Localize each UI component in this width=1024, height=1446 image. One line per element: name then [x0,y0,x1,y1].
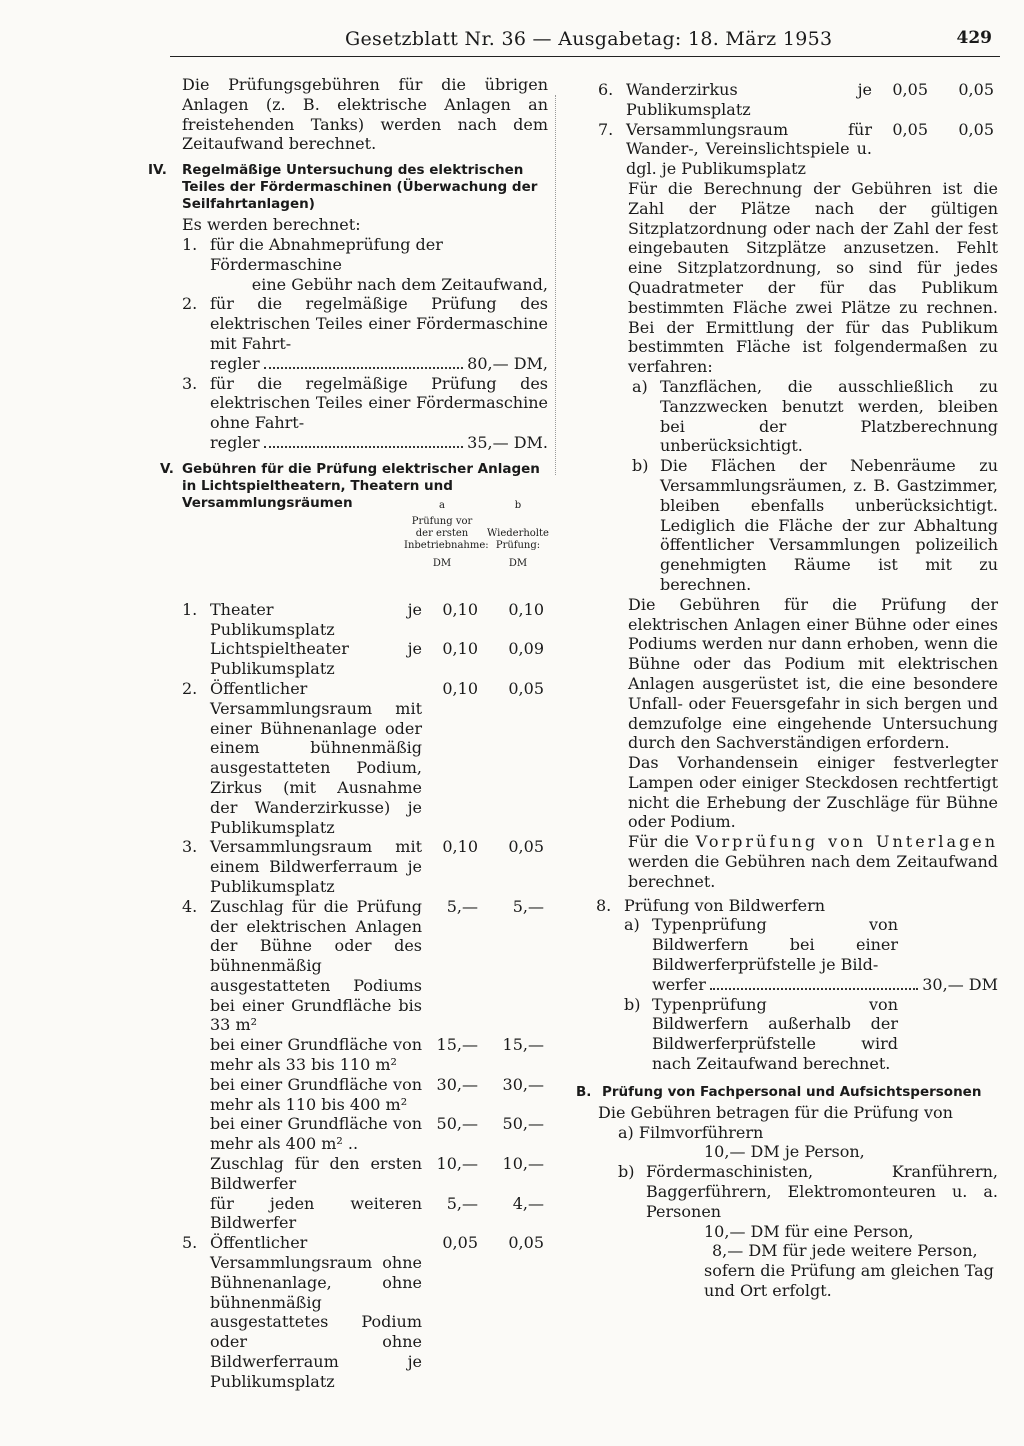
section-b-number: B. [576,1083,592,1100]
fee-a-cell: 15,— [436,1035,478,1055]
column-b-header: b Wiederholte Prüfung: DM [487,499,549,569]
fee-b-cell: 50,— [502,1114,544,1134]
paragraph-stage-fees: Die Gebühren für die Prüfung der elektrischen Anlagen einer Bühne oder eines Podiums werden nur dann erhoben, wenn die Bühne oder das Podium mit elektrischen Anlagen ausgerüstet ist, die eine besondere Unfall- oder Feuersgefahr in sich bergen und demzufolge eine eingehende Untersuchung durch den Sachverständigen erfordern. [628,594,998,753]
fee-b-cell: 5,— [512,896,544,916]
row-description: Öffentlicher Versammlungsraum mit einer Bühnenanlage oder einem bühnenmäßig ausgestatteten Podium, Zirkus (mit Ausnahme der Wanderzirkusse) je Publikumsplatz [210,678,422,837]
fee-a-cell: 0,10 [442,639,478,659]
left-column [148,75,549,1392]
list-item: b) Fördermaschinisten, Kranführern, Baggerführern, Elektromonteuren u. a. Personen [618,1162,998,1221]
section-iv-title: Regelmäßige Untersuchung des elektrischen Teiles der Fördermaschinen (Überwachung der Seilfahrtanlagen) [182,162,538,213]
list-item: b) Die Flächen der Nebenräume zu Versammlungsräumen, z. B. Gastzimmer, bleiben ebenfalls unberücksichtigt. Lediglich die Fläche der zur Abhaltung öffentlicher Versammlungen polizeilich genehmigten Räume ist mit zu berechnen. [632,456,998,594]
row-description: für jeden weiteren Bildwerfer [210,1193,422,1233]
fee-a-cell: 0,10 [442,678,478,698]
fee-a-cell: 5,— [446,1193,478,1213]
paragraph-preliminary-check: Für die Vorprüfung von Unterlagen werden die Gebühren nach dem Zeitaufwand berechnet. [628,832,998,891]
fee-b-cell: 0,05 [958,119,994,139]
fee-a-cell: 50,— [436,1114,478,1134]
table-row: 5. Öffentlicher Versammlungsraum ohne Bühnenanlage, ohne bühnenmäßig ausgestattetes Podium oder ohne Bildwerferraum je Publikumsplatz 0,05 0,05 [182,1233,548,1391]
section-b-heading [576,1084,998,1101]
row-description: bei einer Grundfläche von mehr als 400 m² .. [210,1114,422,1154]
right-column [576,80,998,1301]
column-divider [555,95,556,475]
fee-column-headers [182,499,549,600]
section-iv-number: IV. [148,162,167,179]
fee-a-cell: 0,05 [892,119,928,139]
page-header [170,22,1000,57]
section-v-title: Gebühren für die Prüfung elektrischer Anlagen in Lichtspieltheatern, Theatern und Versammlungsräumen [182,460,540,511]
page-number: 429 [956,28,992,48]
row-description: Versammlungsraum mit einem Bildwerferraum je Publikumsplatz [210,837,422,896]
row-description: Öffentlicher Versammlungsraum ohne Bühnenanlage, ohne bühnenmäßig ausgestattetes Podium oder ohne Bildwerferraum je Publikumsplatz [210,1233,422,1391]
fee-a-cell: 30,— [436,1074,478,1094]
table-row: 3. Versammlungsraum mit einem Bildwerferraum je Publikumsplatz 0,10 0,05 [182,837,548,896]
table-row [182,1114,548,1154]
section-iv-lead: Es werden berechnet: [182,215,361,235]
section-iv-heading [148,162,548,213]
fee-b-cell: 10,— [502,1154,544,1174]
row-description: bei einer Grundfläche von mehr als 33 bis 110 m² [210,1035,422,1075]
list-item: 1. für die Abnahmeprüfung der Fördermaschine eine Gebühr nach dem Zeitaufwand, [182,234,548,294]
list-item: 8. Prüfung von Bildwerfern a) Typenprüfung von Bildwerfern bei einer Bildwerferprüfstelle je Bild- werfer 30,— DM b) Typenprüfung von Bildwerfern außerhalb der Bildwerferprüfstelle wird nach Zeitaufwand berechnet. [596,895,998,1074]
fee-b-cell: 0,05 [508,1233,544,1253]
row-description: Wanderzirkus je Publikumsplatz [626,80,872,119]
list-item: a) Tanzflächen, die ausschließlich zu Tanzzwecken benutzt werden, bleiben bei der Platzberechnung unberücksichtigt. [632,376,998,456]
table-row [182,1154,548,1194]
fee-table-continued [598,80,998,179]
fee-b-cell: 30,— [502,1074,544,1094]
paragraph-seat-calculation: Für die Berechnung der Gebühren ist die Zahl der Plätze nach der gültigen Sitzplatzordnung oder nach der Zahl der fest eingebauten Sitzplätze anzusetzen. Fehlt eine Sitzplatzordnung, so sind für jedes Quadratmeter der für das Publikum bestimmten Fläche zwei Plätze zu rechnen. Bei der Ermittlung der für das Publikum bestimmten Fläche ist folgendermaßen zu verfahren: [628,178,998,377]
table-row [182,639,548,679]
table-row [182,1194,548,1234]
fee-b-cell: 0,05 [508,837,544,857]
fee-b-cell: 4,— [512,1193,544,1213]
row-description: Zuschlag für die Prüfung der elektrischen Anlagen der Bühne oder des bühnenmäßig ausgestatteten Podiums bei einer Grundfläche bis 33 m² [210,896,422,1035]
fee-a-cell: 0,05 [892,80,928,99]
row-description: Zuschlag für den ersten Bildwerfer [210,1154,422,1193]
fee-b-cell: 15,— [502,1035,544,1055]
list-item: b) Typenprüfung von Bildwerfern außerhalb der Bildwerferprüfstelle wird nach Zeitaufwand berechnet. [624,994,898,1074]
row-description: Lichtspieltheater je Publikumsplatz [210,639,422,679]
table-row: 4. Zuschlag für die Prüfung der elektrischen Anlagen der Bühne oder des bühnenmäßig ausgestatteten Podiums bei einer Grundfläche bis 33 m² 5,— 5,— [182,897,548,1036]
fee-a-cell: 5,— [446,896,478,916]
table-row: 6. Wanderzirkus je Publikumsplatz 0,05 0,05 [598,80,998,120]
column-a-header: a Prüfung vor der ersten Inbetriebnahme: DM [404,499,489,569]
list-item: 2. für die regelmäßige Prüfung des elektrischen Teiles einer Fördermaschine mit Fahrt- regler 80,— DM, [182,294,548,373]
row-description: bei einer Grundfläche von mehr als 110 bis 400 m² [210,1074,422,1114]
fee-table [182,600,548,1392]
fee-a-cell: 0,10 [442,837,478,857]
fee-b-cell: 0,10 [508,599,544,619]
table-row: 1. Theater je Publikumsplatz 0,10 0,10 [182,600,548,640]
table-row [182,1075,548,1115]
row-description: Versammlungsraum für Wander-, Vereinslichtspiele u. dgl. je Publikumsplatz [626,119,872,179]
section-v-number: V. [160,460,174,477]
section-b-title: Prüfung von Fachpersonal und Aufsichtspersonen [602,1083,982,1100]
table-row: 7. Versammlungsraum für Wander-, Vereinslichtspiele u. dgl. je Publikumsplatz 0,05 0,05 [598,120,998,179]
fee-a-cell: 10,— [436,1154,478,1174]
table-row: 2. Öffentlicher Versammlungsraum mit einer Bühnenanlage oder einem bühnenmäßig ausgestatteten Podium, Zirkus (mit Ausnahme der Wanderzirkusse) je Publikumsplatz 0,10 0,05 [182,679,548,837]
fee-a-cell: 0,05 [442,1233,478,1253]
section-b-body: Die Gebühren betragen für die Prüfung von a) Filmvorführern 10,— DM je Person, b) Fördermaschinisten, Kranführern, Baggerführern, Elektromonteuren u. a. Personen 10,— DM für eine Person, 8,— DM für jede weitere Person, sofern die Prüfung am gleichen Tag und Ort erfolgt. [598,1102,998,1301]
fee-b-cell: 0,09 [508,639,544,659]
intro-paragraph: Die Prüfungsgebühren für die übrigen Anlagen (z. B. elektrische Anlagen an freistehenden Tanks) werden nach dem Zeitaufwand berechnet. [182,75,548,154]
row-description: Theater je Publikumsplatz [210,599,422,639]
list-item: 3. für die regelmäßige Prüfung des elektrischen Teiles einer Fördermaschine ohne Fahrt- regler 35,— DM. [182,373,548,452]
fee-a-cell: 0,10 [442,599,478,619]
table-row [182,1035,548,1075]
fee-b-cell: 0,05 [958,80,994,99]
header-title: Gesetzblatt Nr. 36 — Ausgabetag: 18. März 1953 [345,28,833,50]
list-item: a) Typenprüfung von Bildwerfern bei einer Bildwerferprüfstelle je Bild- werfer 30,— DM [624,915,998,994]
fee-b-cell: 0,05 [508,678,544,698]
paragraph-lamps: Das Vorhandensein einiger festverlegter Lampen oder einiger Steckdosen rechtfertigt nicht die Erhebung der Zuschläge für Bühne oder Podium. [628,753,998,832]
